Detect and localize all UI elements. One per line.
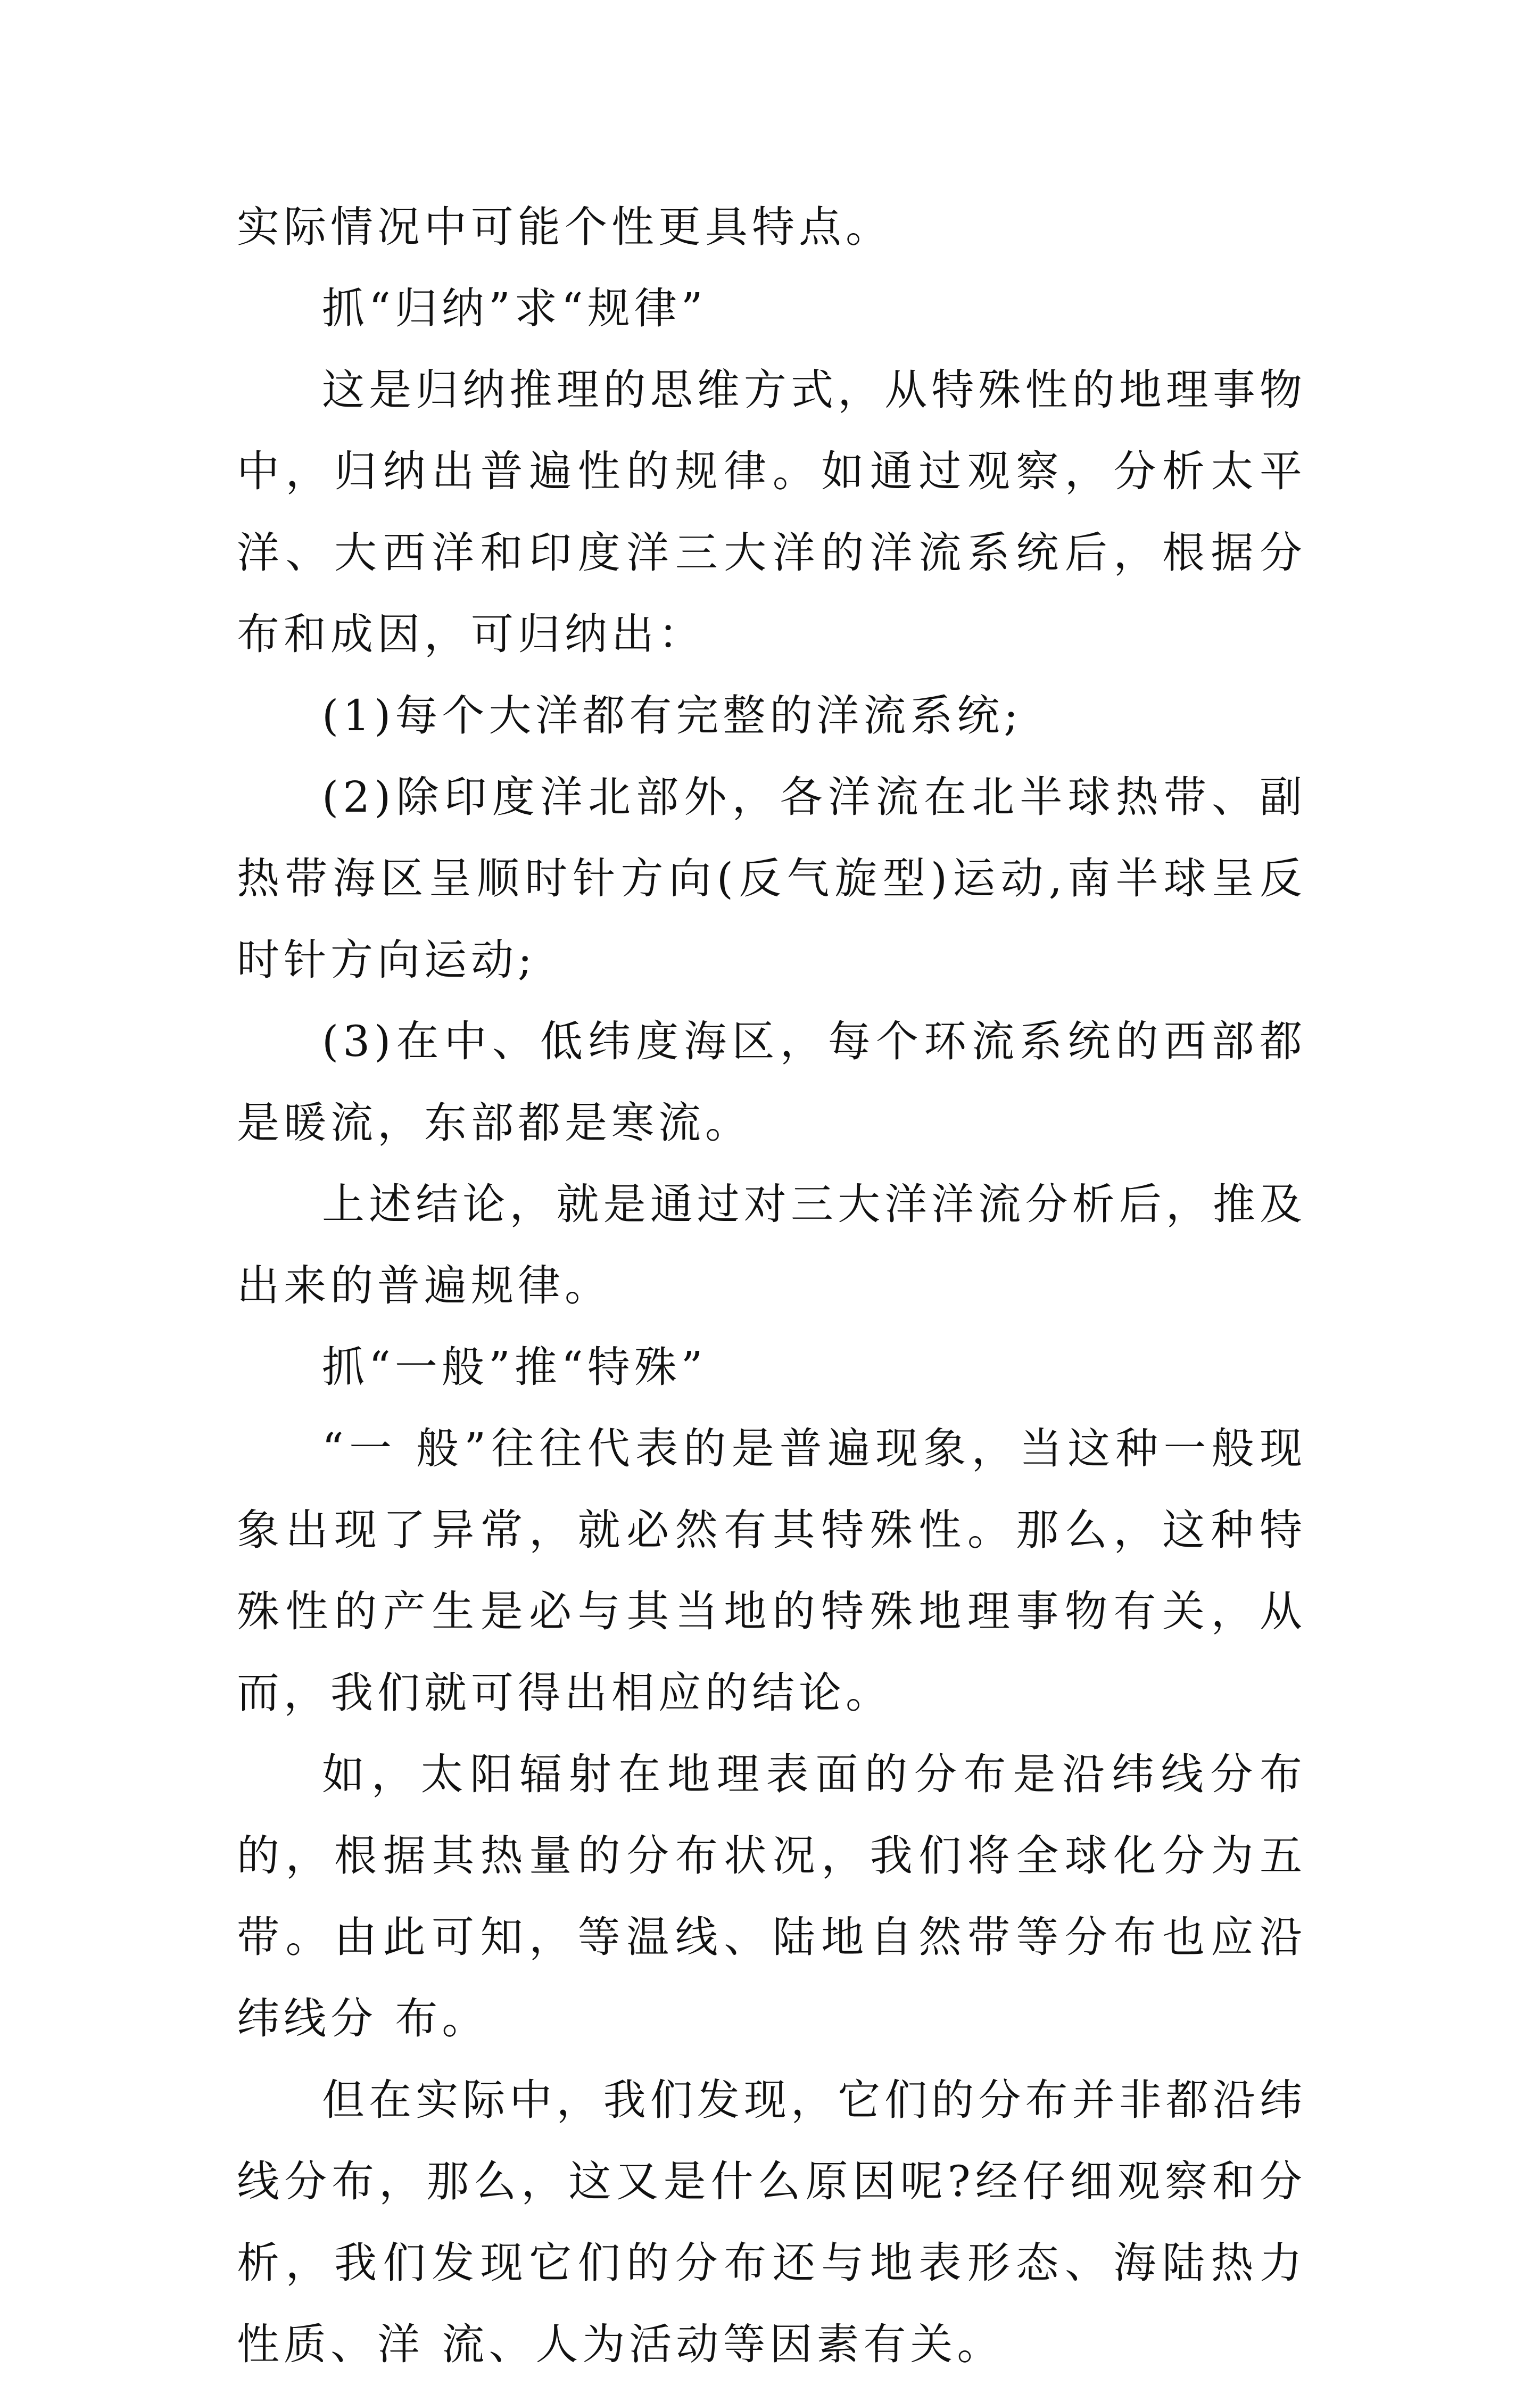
paragraph-solar-radiation: 如，太阳辐射在地理表面的分布是沿纬线分布的，根据其热量的分布状况，我们将全球化分为五带。由此可知，等温线、陆地自然带等分布也应沿纬线分 布。 <box>237 1749 1306 2043</box>
section-heading-induction: 抓“归纳”求“规律” <box>322 284 707 333</box>
list-item-2: (2)除印度洋北部外，各洋流在北半球热带、副热带海区呈顺时针方向(反气旋型)运动,南半球呈反时针方向运动; <box>237 772 1306 985</box>
paragraph-general-phenomenon: “一 般”往往代表的是普遍现象，当这种一般现象出现了异常，就必然有其特殊性。那么，这种特殊性的产生是必与其当地的特殊地理事物有关，从而，我们就可得出相应的结论。 <box>237 1424 1306 1718</box>
list-item-3: (3)在中、低纬度海区，每个环流系统的西部都是暖流，东部都是寒流。 <box>237 1017 1306 1148</box>
paragraph-induction-intro: 这是归纳推理的思维方式，从特殊性的地理事物中，归纳出普遍性的规律。如通过观察，分析太平洋、大西洋和印度洋三大洋的洋流系统后，根据分布和成因，可归纳出： <box>237 365 1306 659</box>
text-body <box>237 186 1306 2385</box>
paragraph-conclusion: 上述结论，就是通过对三大洋洋流分析后，推及出来的普遍规律。 <box>237 1179 1306 1310</box>
list-item-1: (1)每个大洋都有完整的洋流系统; <box>322 691 1023 740</box>
section-heading-deduction: 抓“一般”推“特殊” <box>322 1342 707 1392</box>
paragraph-continuation: 实际情况中可能个性更具特点。 <box>237 202 892 252</box>
paragraph-actual-distribution: 但在实际中，我们发现，它们的分布并非都沿纬线分布，那么，这又是什么原因呢?经仔细观察和分析，我们发现它们的分布还与地表形态、海陆热力性质、洋 流、人为活动等因素有关。 <box>237 2075 1306 2369</box>
